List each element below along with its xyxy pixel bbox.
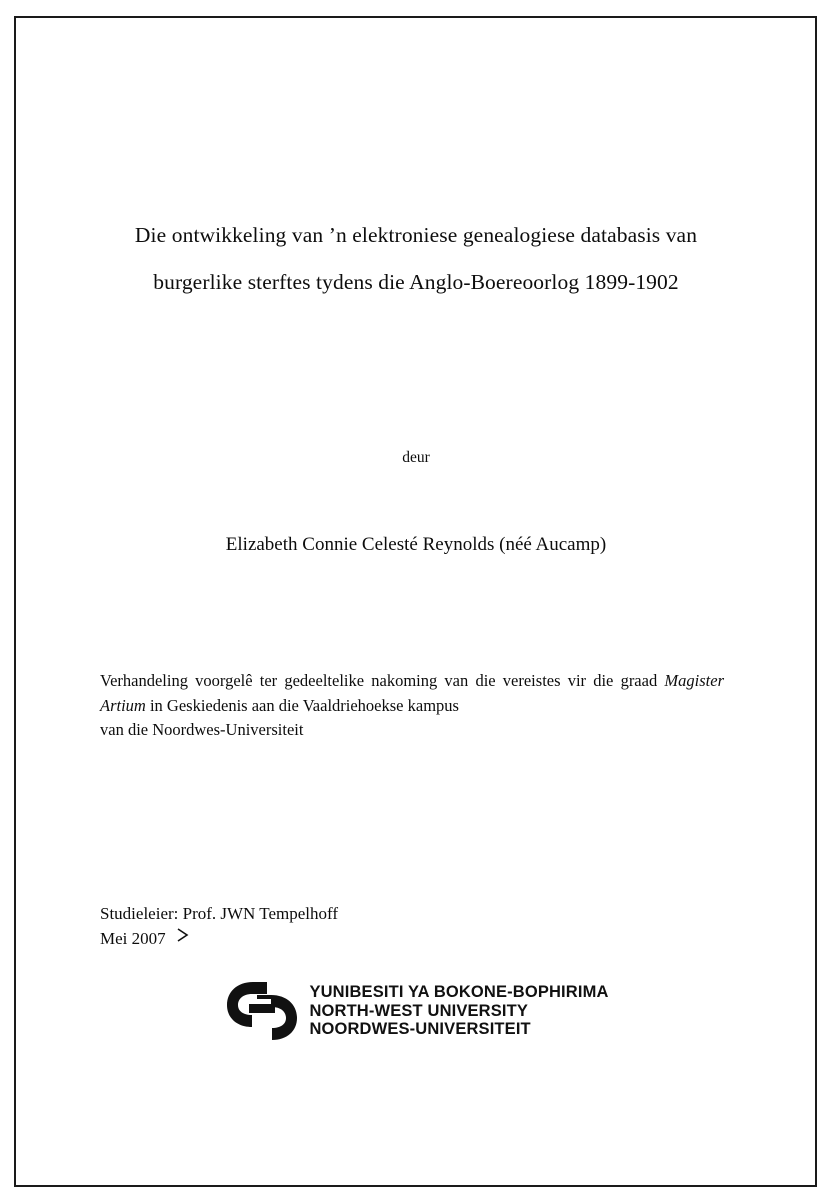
supervisor-block [100, 901, 720, 951]
degree-statement-last-line: van die Noordwes-Universiteit [100, 720, 304, 739]
university-logo [92, 978, 740, 1044]
submission-date [100, 926, 720, 951]
byline-label: deur [402, 449, 430, 466]
logo-text-line-1: YUNIBESITI YA BOKONE-BOPHIRIMA [309, 983, 609, 1002]
degree-name-emphasis: Magister Artium [100, 671, 724, 715]
logo-text-line-3: NOORDWES-UNIVERSITEIT [309, 1020, 531, 1039]
nwu-logo-icon [223, 978, 301, 1044]
page-content [92, 16, 740, 1187]
logo-text-line-2: NORTH-WEST UNIVERSITY [309, 1001, 529, 1020]
degree-statement [100, 669, 724, 743]
supervisor-name: Studieleier: Prof. JWN Tempelhoff [100, 904, 339, 923]
university-logo-text [309, 983, 608, 1039]
handwritten-mark-icon [177, 928, 189, 943]
page-title [92, 212, 740, 306]
author-name: Elizabeth Connie Celesté Reynolds (néé Aucamp) [225, 534, 607, 555]
title-line-2: burgerlike sterftes tydens die Anglo-Boereoorlog 1899-1902 [153, 270, 679, 294]
degree-statement-part1: Verhandeling voorgelê ter gedeeltelike nakoming van die vereistes vir die graad [100, 671, 665, 690]
title-line-1: Die ontwikkeling van ’n elektroniese genealogiese databasis van [134, 223, 698, 247]
submission-date-text: Mei 2007 [100, 929, 166, 948]
degree-statement-part2: in Geskiedenis aan die Vaaldriehoekse kampus [145, 695, 459, 715]
